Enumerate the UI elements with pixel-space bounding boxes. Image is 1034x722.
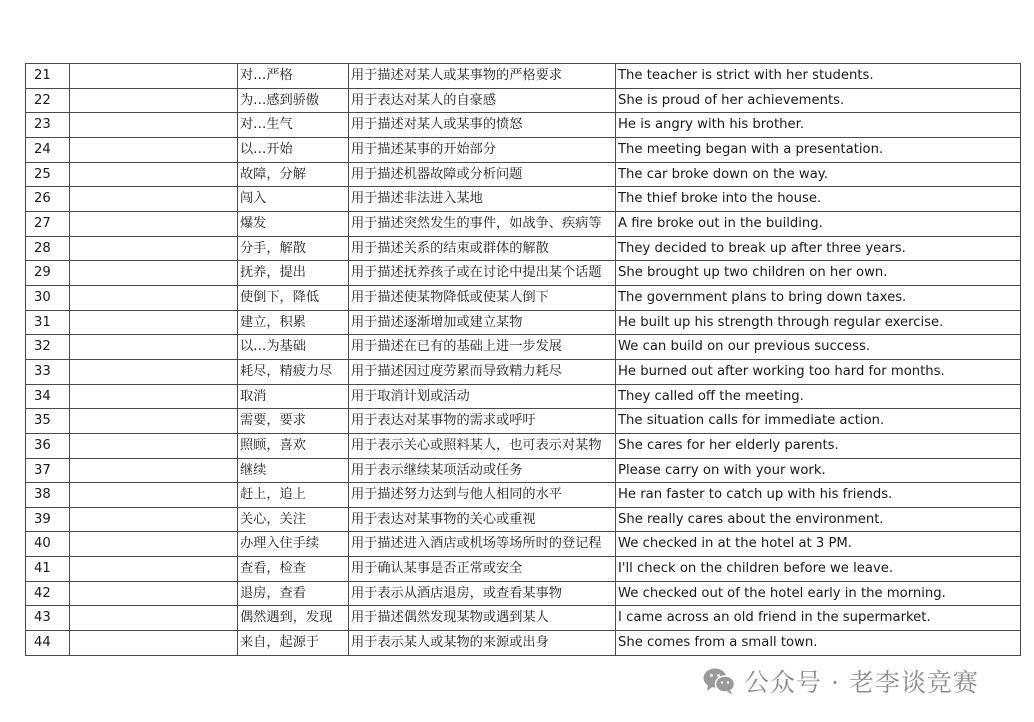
row-number-cell: 34 xyxy=(26,384,70,409)
table-row xyxy=(26,409,1021,434)
usage-cell: 用于描述突然发生的事件，如战争、疾病等 xyxy=(349,211,616,236)
meaning-cell: 对…生气 xyxy=(238,113,349,138)
term-cell xyxy=(70,285,238,310)
table-row xyxy=(26,483,1021,508)
row-number-cell: 37 xyxy=(26,458,70,483)
example-cell: The car broke down on the way. xyxy=(616,162,1021,187)
row-number-cell: 21 xyxy=(26,64,70,89)
table-row xyxy=(26,285,1021,310)
usage-cell: 用于描述因过度劳累而导致精力耗尽 xyxy=(349,359,616,384)
table-row xyxy=(26,581,1021,606)
term-cell xyxy=(70,335,238,360)
meaning-cell: 故障，分解 xyxy=(238,162,349,187)
example-cell: A fire broke out in the building. xyxy=(616,211,1021,236)
row-number-cell: 29 xyxy=(26,261,70,286)
meaning-cell: 分手，解散 xyxy=(238,236,349,261)
example-cell: The situation calls for immediate action. xyxy=(616,409,1021,434)
row-number-cell: 28 xyxy=(26,236,70,261)
example-cell: He burned out after working too hard for months. xyxy=(616,359,1021,384)
term-cell xyxy=(70,557,238,582)
table-row xyxy=(26,162,1021,187)
row-number-cell: 22 xyxy=(26,88,70,113)
term-cell xyxy=(70,137,238,162)
meaning-cell: 以…开始 xyxy=(238,137,349,162)
term-cell xyxy=(70,483,238,508)
row-number-cell: 31 xyxy=(26,310,70,335)
example-cell: They called off the meeting. xyxy=(616,384,1021,409)
term-cell xyxy=(70,532,238,557)
row-number-cell: 43 xyxy=(26,606,70,631)
table-row xyxy=(26,359,1021,384)
example-cell: He built up his strength through regular exercise. xyxy=(616,310,1021,335)
phrase-table xyxy=(25,63,1021,656)
example-cell: She cares for her elderly parents. xyxy=(616,433,1021,458)
meaning-cell: 爆发 xyxy=(238,211,349,236)
usage-cell: 用于表达对某事物的关心或重视 xyxy=(349,507,616,532)
table-row xyxy=(26,606,1021,631)
meaning-cell: 继续 xyxy=(238,458,349,483)
term-cell xyxy=(70,64,238,89)
usage-cell: 用于描述非法进入某地 xyxy=(349,187,616,212)
example-cell: He is angry with his brother. xyxy=(616,113,1021,138)
term-cell xyxy=(70,88,238,113)
row-number-cell: 38 xyxy=(26,483,70,508)
row-number-cell: 27 xyxy=(26,211,70,236)
usage-cell: 用于描述在已有的基础上进一步发展 xyxy=(349,335,616,360)
usage-cell: 用于表示关心或照料某人，也可表示对某物 xyxy=(349,433,616,458)
term-cell xyxy=(70,359,238,384)
term-cell xyxy=(70,631,238,656)
usage-cell: 用于描述进入酒店或机场等场所时的登记程 xyxy=(349,532,616,557)
table-row xyxy=(26,335,1021,360)
usage-cell: 用于表示继续某项活动或任务 xyxy=(349,458,616,483)
phrase-table-body xyxy=(26,64,1021,656)
row-number-cell: 30 xyxy=(26,285,70,310)
meaning-cell: 赶上，追上 xyxy=(238,483,349,508)
usage-cell: 用于描述努力达到与他人相同的水平 xyxy=(349,483,616,508)
watermark xyxy=(702,663,979,699)
meaning-cell: 需要，要求 xyxy=(238,409,349,434)
table-row xyxy=(26,236,1021,261)
meaning-cell: 抚养，提出 xyxy=(238,261,349,286)
example-cell: We checked in at the hotel at 3 PM. xyxy=(616,532,1021,557)
example-cell: They decided to break up after three years. xyxy=(616,236,1021,261)
table-row xyxy=(26,507,1021,532)
meaning-cell: 耗尽，精疲力尽 xyxy=(238,359,349,384)
example-cell: We checked out of the hotel early in the morning. xyxy=(616,581,1021,606)
table-row xyxy=(26,631,1021,656)
usage-cell: 用于描述抚养孩子或在讨论中提出某个话题 xyxy=(349,261,616,286)
term-cell xyxy=(70,433,238,458)
wechat-icon xyxy=(702,666,736,696)
watermark-text: 公众号 · 老李谈竞赛 xyxy=(744,668,979,697)
term-cell xyxy=(70,113,238,138)
term-cell xyxy=(70,507,238,532)
term-cell xyxy=(70,211,238,236)
term-cell xyxy=(70,310,238,335)
term-cell xyxy=(70,606,238,631)
meaning-cell: 建立，积累 xyxy=(238,310,349,335)
usage-cell: 用于描述对某人或某事物的严格要求 xyxy=(349,64,616,89)
term-cell xyxy=(70,187,238,212)
example-cell: The meeting began with a presentation. xyxy=(616,137,1021,162)
meaning-cell: 办理入住手续 xyxy=(238,532,349,557)
meaning-cell: 对…严格 xyxy=(238,64,349,89)
usage-cell: 用于确认某事是否正常或安全 xyxy=(349,557,616,582)
example-cell: We can build on our previous success. xyxy=(616,335,1021,360)
table-row xyxy=(26,187,1021,212)
example-cell: The thief broke into the house. xyxy=(616,187,1021,212)
term-cell xyxy=(70,261,238,286)
example-cell: Please carry on with your work. xyxy=(616,458,1021,483)
usage-cell: 用于描述某事的开始部分 xyxy=(349,137,616,162)
usage-cell: 用于取消计划或活动 xyxy=(349,384,616,409)
usage-cell: 用于表示某人或某物的来源或出身 xyxy=(349,631,616,656)
table-row xyxy=(26,433,1021,458)
table-row xyxy=(26,88,1021,113)
meaning-cell: 为…感到骄傲 xyxy=(238,88,349,113)
row-number-cell: 32 xyxy=(26,335,70,360)
row-number-cell: 35 xyxy=(26,409,70,434)
row-number-cell: 44 xyxy=(26,631,70,656)
meaning-cell: 偶然遇到，发现 xyxy=(238,606,349,631)
example-cell: He ran faster to catch up with his friends. xyxy=(616,483,1021,508)
table-row xyxy=(26,113,1021,138)
example-cell: She brought up two children on her own. xyxy=(616,261,1021,286)
table-row xyxy=(26,261,1021,286)
table-row xyxy=(26,211,1021,236)
meaning-cell: 以…为基础 xyxy=(238,335,349,360)
example-cell: She comes from a small town. xyxy=(616,631,1021,656)
table-row xyxy=(26,64,1021,89)
meaning-cell: 关心，关注 xyxy=(238,507,349,532)
usage-cell: 用于描述对某人或某事的愤怒 xyxy=(349,113,616,138)
example-cell: I'll check on the children before we leave. xyxy=(616,557,1021,582)
row-number-cell: 40 xyxy=(26,532,70,557)
term-cell xyxy=(70,458,238,483)
row-number-cell: 42 xyxy=(26,581,70,606)
meaning-cell: 退房，查看 xyxy=(238,581,349,606)
table-row xyxy=(26,532,1021,557)
row-number-cell: 24 xyxy=(26,137,70,162)
term-cell xyxy=(70,162,238,187)
usage-cell: 用于描述关系的结束或群体的解散 xyxy=(349,236,616,261)
table-row xyxy=(26,310,1021,335)
meaning-cell: 闯入 xyxy=(238,187,349,212)
row-number-cell: 39 xyxy=(26,507,70,532)
row-number-cell: 25 xyxy=(26,162,70,187)
example-cell: I came across an old friend in the supermarket. xyxy=(616,606,1021,631)
example-cell: The teacher is strict with her students. xyxy=(616,64,1021,89)
row-number-cell: 41 xyxy=(26,557,70,582)
row-number-cell: 36 xyxy=(26,433,70,458)
example-cell: She is proud of her achievements. xyxy=(616,88,1021,113)
table-row xyxy=(26,384,1021,409)
row-number-cell: 23 xyxy=(26,113,70,138)
row-number-cell: 33 xyxy=(26,359,70,384)
meaning-cell: 来自，起源于 xyxy=(238,631,349,656)
usage-cell: 用于表达对某人的自豪感 xyxy=(349,88,616,113)
usage-cell: 用于表示从酒店退房，或查看某事物 xyxy=(349,581,616,606)
table-row xyxy=(26,557,1021,582)
usage-cell: 用于描述机器故障或分析问题 xyxy=(349,162,616,187)
usage-cell: 用于表达对某事物的需求或呼吁 xyxy=(349,409,616,434)
term-cell xyxy=(70,236,238,261)
term-cell xyxy=(70,581,238,606)
example-cell: The government plans to bring down taxes. xyxy=(616,285,1021,310)
table-row xyxy=(26,458,1021,483)
term-cell xyxy=(70,409,238,434)
meaning-cell: 取消 xyxy=(238,384,349,409)
usage-cell: 用于描述使某物降低或使某人倒下 xyxy=(349,285,616,310)
meaning-cell: 查看，检查 xyxy=(238,557,349,582)
meaning-cell: 照顾，喜欢 xyxy=(238,433,349,458)
row-number-cell: 26 xyxy=(26,187,70,212)
table-row xyxy=(26,137,1021,162)
term-cell xyxy=(70,384,238,409)
usage-cell: 用于描述逐渐增加或建立某物 xyxy=(349,310,616,335)
example-cell: She really cares about the environment. xyxy=(616,507,1021,532)
usage-cell: 用于描述偶然发现某物或遇到某人 xyxy=(349,606,616,631)
meaning-cell: 使倒下，降低 xyxy=(238,285,349,310)
